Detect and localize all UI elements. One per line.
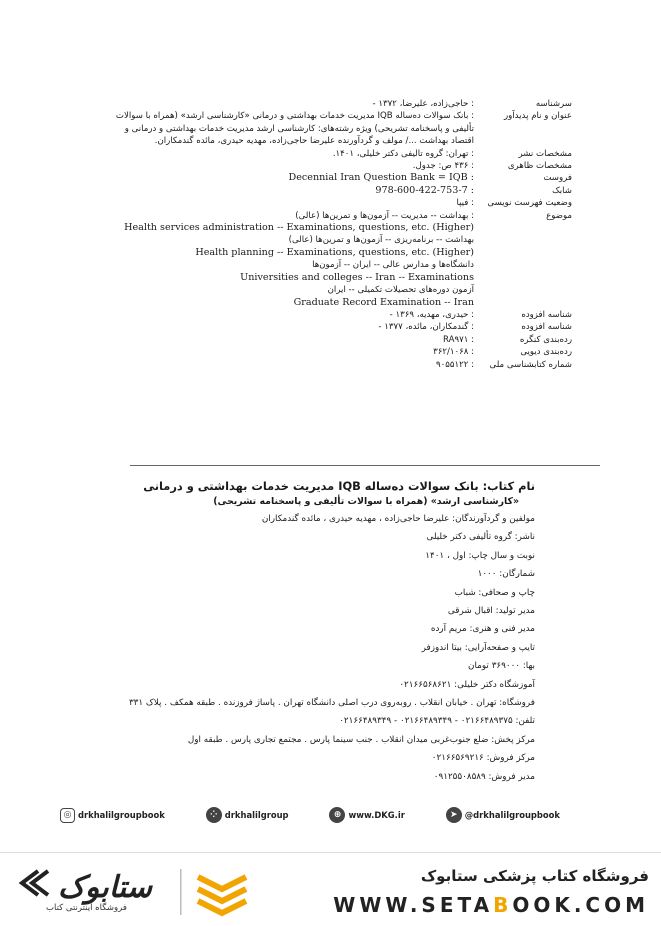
catalog-value-line: : ۳۶۲/۱۰۶۸ [433, 347, 474, 358]
circulation: شمارگان: ۱۰۰۰ [477, 569, 535, 580]
catalog-value [72, 346, 480, 358]
catalog-label: عنوان و نام پدیدآور [503, 111, 572, 122]
catalog-row [72, 309, 572, 321]
catalog-value [72, 185, 480, 197]
catalog-value-line: Graduate Record Examination -- Iran [293, 296, 474, 308]
social-bar [60, 804, 560, 826]
instagram-handle: drkhalilgroupbook [78, 810, 165, 820]
catalog-label: رده‌بندی کنگره [519, 334, 572, 345]
catalog-value-line: 978-600-422-753-7 : [375, 184, 474, 196]
catalog-value [72, 210, 480, 309]
website-link[interactable] [329, 807, 404, 823]
catalog-row [72, 197, 572, 209]
catalog-row [72, 210, 572, 309]
catalog-value [72, 148, 480, 160]
catalog-row [72, 321, 572, 333]
edition: نوبت و سال چاپ: اول ، ۱۴۰۱ [425, 550, 535, 561]
catalog-value-line: Health planning -- Examinations, questions, etc. (Higher) [195, 246, 474, 258]
catalog-value-line: : فیپا [456, 198, 474, 209]
catalog-value-line: اقتصاد بهداشت .../ مولف و گردآورنده علیرضا حاجی‌زاده، مهدیه حیدری، مائده گندمکاران. [154, 136, 474, 147]
catalog-row [72, 334, 572, 346]
instagram-link[interactable] [60, 808, 165, 823]
catalog-value-line: : RA۹۷۱ [443, 334, 474, 345]
catalog-value [72, 334, 480, 346]
catalog-value-line: : حیدری، مهدیه، ۱۳۶۹ - [389, 309, 474, 320]
catalog-value [72, 197, 480, 209]
catalog-value [72, 110, 480, 147]
sales-manager: مدیر فروش: ۰۹۱۲۵۵۰۸۵۸۹ [433, 771, 535, 782]
catalog-label: مشخصات نشر [518, 148, 572, 159]
production-manager: مدیر تولید: اقبال شرقی [447, 606, 535, 617]
catalog-value-line: Decennial Iran Question Bank = IQB : [288, 172, 474, 184]
catalog-label: شناسه افزوده [521, 322, 572, 333]
catalog-row [72, 160, 572, 172]
catalog-value-line: : ۴۳۶ ص: جدول. [412, 161, 474, 172]
catalog-value-line: تألیفی و پاسخنامه تشریحی) ویژه رشته‌های: کارشناسی ارشد مدیریت خدمات بهداشتی و درمانی و [124, 123, 474, 134]
catalog-label: موضوع [546, 210, 572, 221]
shop-name: فروشگاه کتاب پزشکی ستابوک [420, 867, 649, 885]
catalog-value-line: بهداشت -- برنامه‌ریزی -- آزمون‌ها و تمرین‌ها (عالی) [288, 235, 474, 246]
catalog-value-line: آزمون دوره‌های تحصیلات تکمیلی -- ایران [327, 285, 474, 296]
catalog-label: شناسه افزوده [521, 309, 572, 320]
setabook-logo [8, 861, 263, 921]
phones: تلفن: ۰۲۱۶۶۴۸۹۳۷۵ - ۰۲۱۶۶۴۸۹۳۴۹ - ۰۲۱۶۶۴۸۹۳۴۹ [339, 716, 535, 727]
footer-banner [0, 852, 661, 926]
shop-url[interactable] [333, 893, 649, 917]
logo-subtitle: فروشگاه اینترنتی کتاب [46, 903, 127, 913]
aparat-icon: ⁘ [206, 807, 222, 823]
catalog-value-line: : بهداشت -- مدیریت -- آزمون‌ها و تمرین‌ها (عالی) [295, 210, 474, 221]
catalog-row [72, 359, 572, 371]
publisher: ناشر: گروه تألیفی دکتر خلیلی [426, 532, 535, 543]
catalog-label: رده‌بندی دیویی [520, 347, 572, 358]
catalog-value [72, 172, 480, 184]
shop-url-accent: B [493, 893, 513, 917]
distribution-center: مرکز پخش: ضلع جنوب‌غربی میدان انقلاب . جنب سینما پارس . مجتمع تجاری پارس . طبقه اول [187, 734, 535, 745]
catalog-value [72, 98, 480, 110]
book-info [129, 478, 535, 786]
catalog-value-line: Universities and colleges -- Iran -- Examinations [240, 271, 474, 283]
price: بها: ۳۶۹۰۰۰ تومان [468, 661, 535, 672]
art-director: مدیر فنی و هنری: مریم آرده [430, 624, 535, 635]
catalog-value-line: : ۹۰۵۵۱۲۲ [436, 359, 474, 370]
catalog-row [72, 98, 572, 110]
printing: چاپ و صحافی: شباب [454, 587, 535, 598]
catalog-value [72, 309, 480, 321]
website-url: www.DKG.ir [348, 810, 405, 820]
divider [130, 465, 600, 466]
catalog-value-line: : حاجی‌زاده، علیرضا، ۱۳۷۲ - [372, 99, 474, 109]
institute: آموزشگاه دکتر خلیلی: ۰۲۱۶۶۵۶۸۶۲۱ [399, 679, 535, 690]
book-subtitle: «کارشناسی ارشد» (همراه با سوالات تألیفی و پاسخنامه تشریحی) [213, 496, 519, 507]
book-title: نام کتاب: بانک سوالات ده‌ساله IQB مدیریت خدمات بهداشتی و درمانی [143, 479, 535, 493]
aparat-handle: drkhalilgroup [224, 810, 289, 820]
catalog-row [72, 346, 572, 358]
authors: مولفین و گردآورندگان: علیرضا حاجی‌زاده ، مهدیه حیدری ، مائده گندمکاران [261, 514, 535, 524]
catalog-row [72, 110, 572, 147]
catalog-label: شماره کتابشناسی ملی [489, 359, 572, 370]
catalog-row [72, 148, 572, 160]
catalog-value-line: : گندمکاران، مائده، ۱۳۷۷ - [378, 322, 474, 333]
catalog-value-line: دانشگاه‌ها و مدارس عالی -- ایران -- آزمون‌ها [312, 260, 474, 271]
catalog-label: وضعیت فهرست نویسی [487, 198, 572, 209]
catalog-value-line: Health services administration -- Examinations, questions, etc. (Higher) [124, 222, 474, 234]
catalog-value [72, 160, 480, 172]
catalog-label: فروست [543, 173, 572, 184]
catalog-value-line: : تهران: گروه تالیفی دکتر خلیلی، ۱۴۰۱. [332, 148, 474, 159]
telegram-link[interactable] [446, 807, 560, 823]
catalog-label: سرشناسه [535, 99, 572, 109]
store-address: فروشگاه: تهران . خیابان انقلاب . روبه‌روی درب اصلی دانشگاه تهران . پاساژ فروزنده . طبقه همکف . پلاک ۳۳۱ [128, 698, 535, 709]
globe-icon: ⊕ [329, 807, 345, 823]
catalog-label: شابک [552, 185, 572, 196]
shop-url-pre: WWW.SETA [333, 893, 494, 917]
typesetting: تایپ و صفحه‌آرایی: بیتا اندوزفر [421, 642, 535, 653]
cataloging-data [72, 98, 572, 371]
catalog-value [72, 321, 480, 333]
aparat-link[interactable] [206, 807, 289, 823]
catalog-value-line: : بانک سوالات ده‌ساله IQB مدیریت خدمات بهداشتی و درمانی «کارشناسی ارشد» (همراه با سوالات [115, 111, 474, 122]
telegram-icon: ➤ [446, 807, 462, 823]
catalog-row [72, 185, 572, 197]
telegram-handle: @drkhalilgroupbook [464, 810, 560, 820]
catalog-label: مشخصات ظاهری [507, 161, 572, 172]
svg-text:ستابوک: ستابوک [58, 870, 153, 905]
shop-url-post: OOK.COM [512, 893, 649, 917]
instagram-icon: ◎ [60, 808, 75, 823]
sales-center: مرکز فروش: ۰۲۱۶۶۵۶۹۲۱۶ [431, 753, 535, 764]
catalog-value [72, 359, 480, 371]
catalog-row [72, 172, 572, 184]
